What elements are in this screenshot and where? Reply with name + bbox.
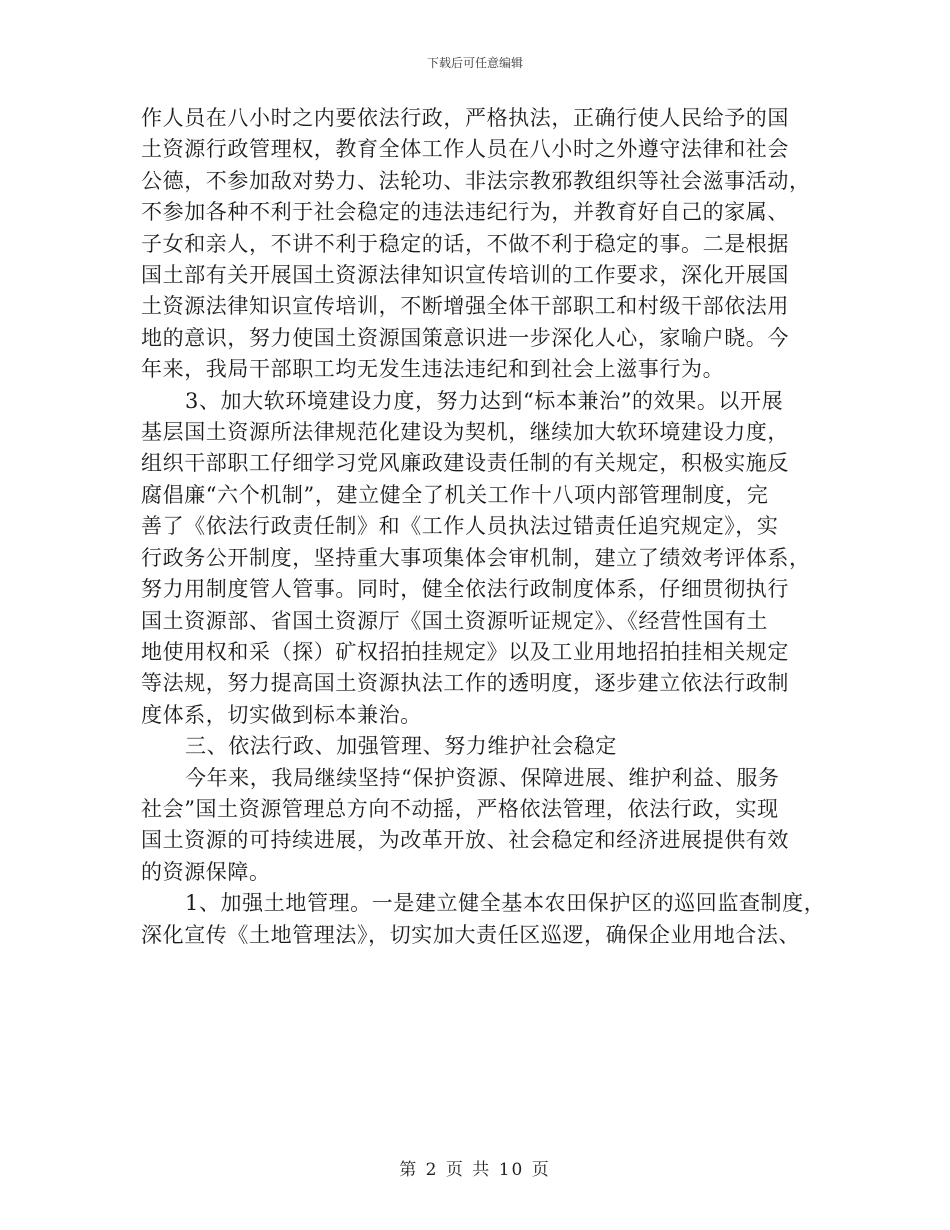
text-line: 努力用制度管人管事。同时，健全依法行政制度体系，仔细贯彻执行 — [141, 577, 789, 602]
text-line: 1、加强土地管理。一是建立健全基本农田保护区的巡回监查制度， — [185, 891, 826, 916]
text-line: 善了《依法行政责任制》和《工作人员执法过错责任追究规定》，实 — [141, 514, 779, 539]
text-line: 不参加各种不利于社会稳定的违法违纪行为，并教育好自己的家属、 — [141, 200, 789, 225]
text-line: 国土资源的可持续进展，为改革开放、社会稳定和经济进展提供有效 — [141, 828, 789, 853]
text-line: 行政务公开制度，坚持重大事项集体会审机制，建立了绩效考评体系， — [141, 545, 811, 570]
text-line: 等法规，努力提高国土资源执法工作的透明度，逐步建立依法行政制 — [141, 671, 789, 696]
text-line: 公德，不参加敌对势力、法轮功、非法宗教邪教组织等社会滋事活动， — [141, 168, 811, 193]
text-line: 年来，我局干部职工均无发生违法违纪和到社会上滋事行为。 — [141, 357, 725, 382]
document-body — [141, 103, 831, 951]
text-line: 的资源保障。 — [141, 859, 271, 884]
text-line: 土资源行政管理权，教育全体工作人员在八小时之外遵守法律和社会 — [141, 137, 789, 162]
text-line: 今年来，我局继续坚持“保护资源、保障进展、维护利益、服务 — [185, 765, 780, 790]
text-line: 作人员在八小时之内要依法行政，严格执法，正确行使人民给予的国 — [141, 106, 789, 130]
text-line: 国土部有关开展国土资源法律知识宣传培训的工作要求，深化开展国 — [141, 263, 789, 288]
text-line: 子女和亲人，不讲不利于稳定的话，不做不利于稳定的事。二是根据 — [141, 231, 789, 256]
page-number-footer: 第 2 页 共 10 页 — [399, 1160, 551, 1180]
page-header: 下载后可任意编辑 — [426, 56, 523, 70]
text-line: 地使用权和采（探）矿权招拍挂规定》以及工业用地招拍挂相关规定 — [141, 639, 789, 664]
text-line: 3、加大软环境建设力度，努力达到“标本兼治”的效果。以开展 — [185, 388, 784, 413]
text-line: 腐倡廉“六个机制”，建立健全了机关工作十八项内部管理制度，完 — [141, 482, 769, 507]
text-line: 土资源法律知识宣传培训，不断增强全体干部职工和村级干部依法用 — [141, 294, 789, 319]
text-line: 地的意识，努力使国土资源国策意识进一步深化人心，家喻户晓。今 — [141, 325, 789, 350]
text-line: 深化宣传《土地管理法》，切实加大责任区巡逻，确保企业用地合法、 — [141, 922, 801, 947]
text-line: 组织干部职工仔细学习党风廉政建设责任制的有关规定，积极实施反 — [141, 451, 789, 476]
text-line: 社会”国土资源管理总方向不动摇，严格依法管理，依法行政，实现 — [141, 796, 779, 821]
text-line: 度体系，切实做到标本兼治。 — [141, 702, 422, 727]
text-line: 三、依法行政、加强管理、努力维护社会稳定 — [185, 734, 617, 759]
text-line: 国土资源部、省国土资源厅《国土资源听证规定》、《经营性国有土 — [141, 608, 768, 633]
text-line: 基层国土资源所法律规范化建设为契机，继续加大软环境建设力度， — [141, 420, 789, 445]
